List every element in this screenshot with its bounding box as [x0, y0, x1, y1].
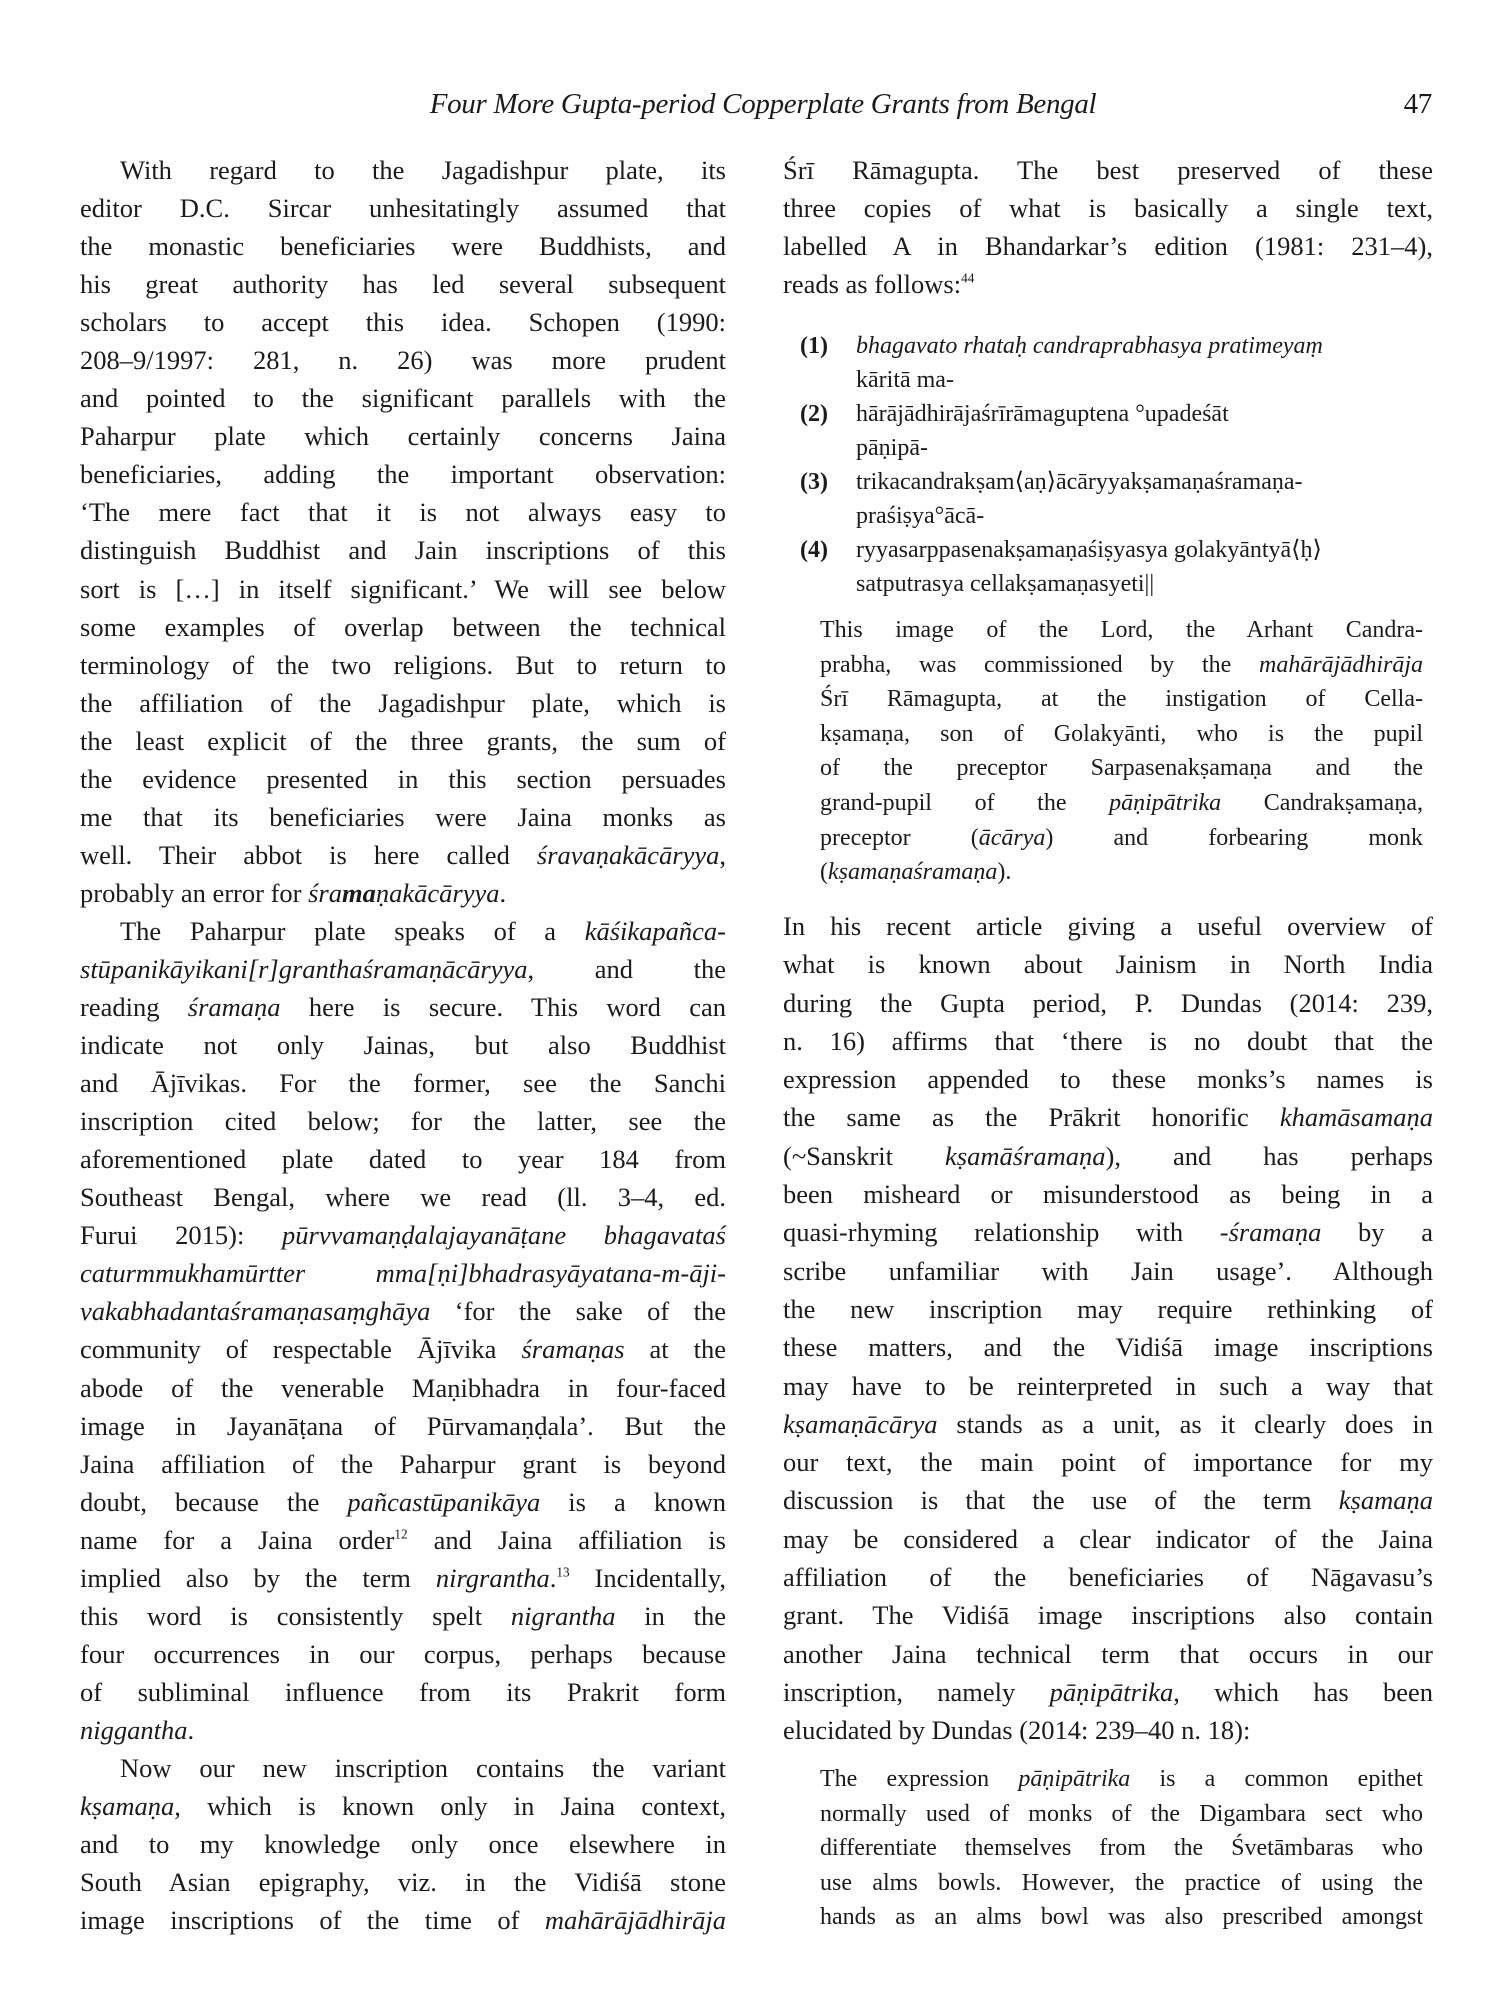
paragraph [80, 151, 726, 912]
text-run: Incidentally, [569, 1562, 726, 1593]
text-run: inscription cited below; for the latter, see the [80, 1106, 726, 1137]
text-run: indicate not only Jainas, but also Buddhist [80, 1030, 726, 1061]
text-run: , which is known only in Jaina context, [174, 1791, 726, 1822]
text-run: Jaina affiliation of the Paharpur grant is beyond [80, 1448, 726, 1479]
text-run: during the Gupta period, P. Dundas (2014: 239, [783, 987, 1433, 1018]
text-line [783, 189, 1433, 227]
text-line [80, 1825, 726, 1863]
footnote-ref: 13 [556, 1564, 570, 1580]
text-run: me that its beneficiaries were Jaina monks as [80, 801, 726, 832]
inscription-line-item [800, 329, 1433, 397]
text-run: our text, the main point of importance for my [783, 1447, 1433, 1478]
italic-term: niggantha [80, 1714, 188, 1745]
text-run: expression appended to these monks’s names is [783, 1064, 1433, 1095]
text-line [783, 151, 1433, 189]
text-run: abode of the venerable Maṇibhadra in four-faced [80, 1372, 726, 1403]
text-run: reads as follows: [783, 269, 962, 300]
italic-term: śramaṇas [521, 1334, 625, 1365]
text-line [80, 265, 726, 303]
text-line [783, 227, 1433, 265]
paragraph [80, 1749, 726, 1939]
text-run: kāritā ma- [856, 367, 954, 393]
text-line [783, 1673, 1433, 1711]
text-line [80, 455, 726, 493]
text-run: ryyasarppasenakṣamaṇaśiṣyasya golakyāntyā⟨ḥ⟩ [856, 537, 1322, 563]
text-line [783, 265, 1433, 303]
italic-term: caturmmukhamūrtter mma[ṇi]bhadrasyāyatana-m-āji- [80, 1258, 726, 1289]
italic-term: khamāsamaṇa [1279, 1102, 1433, 1133]
text-line [80, 1521, 726, 1559]
text-line [80, 1901, 726, 1939]
text-line [80, 341, 726, 379]
text-run: labelled A in Bhandarkar’s edition (1981: 231–4), [783, 231, 1433, 262]
text-run: name for a Jaina order [80, 1524, 395, 1555]
italic-term: kāśikapañca- [584, 915, 726, 946]
text-line [80, 836, 726, 874]
text-line [80, 608, 726, 646]
text-run: The expression [820, 1766, 1019, 1792]
text-run: his great authority has led several subsequent [80, 269, 726, 300]
text-line [80, 379, 726, 417]
text-line [783, 1098, 1433, 1136]
text-run: another Jaina technical term that occurs in our [783, 1638, 1433, 1669]
text-line [783, 1022, 1433, 1060]
text-line [80, 1140, 726, 1178]
italic-term: pañcastūpanikāya [347, 1486, 541, 1517]
text-line [80, 1749, 726, 1787]
text-line [783, 1213, 1433, 1251]
text-line [820, 1900, 1423, 1935]
right-intro-paragraph [783, 151, 1433, 303]
text-line [80, 1407, 726, 1445]
text-line [820, 821, 1423, 856]
text-line [820, 1831, 1423, 1866]
italic-term: mahārājādhirāja [1258, 651, 1423, 678]
text-line [856, 567, 1433, 601]
text-line [80, 1445, 726, 1483]
text-line [820, 613, 1423, 648]
italic-term: kṣamāśramaṇa [945, 1140, 1106, 1171]
text-run: ( [820, 859, 828, 886]
text-run: community of respectable Ājīvika [80, 1334, 522, 1365]
inscription-line-item [800, 397, 1433, 465]
text-run: With regard to the Jagadishpur plate, its [120, 155, 726, 185]
italic-term: ācārya [978, 824, 1046, 851]
text-run: this word is consistently spelt [80, 1600, 511, 1631]
text-run: some examples of overlap between the technical [80, 611, 726, 642]
text-line [80, 1559, 726, 1597]
italic-term: bhagavato rhataḥ candraprabhasya pratimeyaṃ [856, 333, 1323, 359]
text-run: what is known about Jainism in North India [783, 949, 1433, 980]
text-line [80, 1483, 726, 1521]
text-line [783, 945, 1433, 983]
text-run: . [499, 877, 507, 908]
text-run: stands as a unit, as it clearly does in [937, 1408, 1433, 1439]
text-run: trikacandrakṣam⟨aṇ⟩ācāryyakṣamaṇaśramaṇa- [856, 469, 1303, 495]
text-run: Candrakṣamaṇa, [1221, 789, 1423, 816]
text-run: the new inscription may require rethinking of [783, 1293, 1433, 1324]
text-line [783, 1290, 1433, 1328]
line-number: (4) [800, 537, 828, 563]
text-run: , and the [527, 953, 726, 984]
text-run: the evidence presented in this section persuades [80, 763, 726, 794]
text-line [856, 431, 1433, 465]
text-run: Now our new inscription contains the variant [120, 1752, 726, 1783]
text-run: ‘for the sake of the [430, 1296, 726, 1327]
text-run: The Paharpur plate speaks of a [120, 915, 585, 946]
inscription-translation [820, 613, 1423, 890]
text-run: and Jaina affiliation is [407, 1524, 726, 1555]
text-run: In his recent article giving a useful overview of [783, 911, 1433, 941]
text-run: the affiliation of the Jagadishpur plate, which is [80, 687, 726, 718]
text-run: ‘The mere fact that it is not always easy to [80, 497, 726, 528]
text-line [820, 717, 1423, 752]
line-number: (1) [800, 333, 828, 359]
text-run: three copies of what is basically a single text, [783, 193, 1433, 224]
text-line [820, 648, 1423, 683]
text-run: distinguish Buddhist and Jain inscriptions of this [80, 535, 726, 566]
italic-term: pāṇipātrika [1049, 1676, 1174, 1707]
text-line [820, 1866, 1423, 1901]
text-run: , which has been [1173, 1676, 1433, 1707]
text-run: praśiṣya°ācā- [856, 503, 985, 529]
text-run: four occurrences in our corpus, perhaps because [80, 1638, 726, 1669]
text-run: the same as the Prākrit honorific [783, 1102, 1280, 1133]
text-line [783, 984, 1433, 1022]
text-run: grant. The Vidiśā image inscriptions also contain [783, 1600, 1433, 1631]
text-line [80, 1102, 726, 1140]
text-run: . [549, 1562, 557, 1593]
paragraph [80, 912, 726, 1749]
text-run: is a known [540, 1486, 726, 1517]
text-run: 208–9/1997: 281, n. 26) was more prudent [80, 345, 726, 376]
text-line [783, 1520, 1433, 1558]
text-line [783, 1175, 1433, 1213]
text-line [783, 1635, 1433, 1673]
text-run: ) and forbearing monk [1045, 824, 1423, 851]
italic-term: -śramaṇa [1219, 1217, 1322, 1248]
text-line [783, 1596, 1433, 1634]
text-line [783, 907, 1433, 945]
text-line [80, 1064, 726, 1102]
text-line [80, 1178, 726, 1216]
text-line [80, 1216, 726, 1254]
text-line [80, 1863, 726, 1901]
text-run: grand-pupil of the [820, 789, 1110, 816]
running-header-title: Four More Gupta-period Copperplate Grants from Bengal [429, 88, 1097, 120]
text-line [80, 493, 726, 531]
text-line [80, 1673, 726, 1711]
text-run: normally used of monks of the Digambara sect who [820, 1800, 1423, 1827]
text-line [856, 465, 1433, 499]
italic-term: ṇakācāryya [375, 877, 500, 908]
text-run: aforementioned plate dated to year 184 from [80, 1144, 726, 1175]
text-line [820, 682, 1423, 717]
text-line [820, 786, 1423, 821]
text-run: ). [997, 859, 1012, 886]
text-line [80, 1635, 726, 1673]
text-run: sort is […] in itself significant.’ We will see below [80, 573, 726, 604]
italic-term: pāṇipātrika [1109, 789, 1222, 816]
text-line [783, 1443, 1433, 1481]
text-run: Paharpur plate which certainly concerns Jaina [80, 421, 726, 452]
inscription-line-item [800, 465, 1433, 533]
footnote-ref: 44 [961, 270, 975, 286]
text-run: by a [1321, 1217, 1433, 1248]
text-run: use alms bowls. However, the practice of using the [820, 1869, 1423, 1896]
text-line [80, 646, 726, 684]
text-run: and Ājīvikas. For the former, see the Sanchi [80, 1068, 726, 1099]
text-run: inscription, namely [783, 1676, 1050, 1707]
text-run: beneficiaries, adding the important observation: [80, 459, 726, 490]
text-run: of the preceptor Sarpasenakṣamaṇa and the [820, 755, 1423, 782]
text-line [80, 417, 726, 455]
line-number: (3) [800, 469, 828, 495]
text-line [856, 499, 1433, 533]
italic-term: śramaṇa [187, 992, 281, 1023]
text-run: and to my knowledge only once elsewhere in [80, 1829, 726, 1860]
text-run: is a common epithet [1130, 1766, 1423, 1792]
text-line [783, 1137, 1433, 1175]
footnote-ref: 12 [394, 1526, 408, 1542]
inscription-text-list [800, 329, 1433, 601]
text-line [80, 1787, 726, 1825]
text-line [80, 760, 726, 798]
italic-term: ma [342, 877, 376, 908]
text-run: . [187, 1714, 195, 1745]
text-run: , [719, 839, 726, 870]
text-line [80, 1369, 726, 1407]
text-run: in the [615, 1600, 726, 1631]
text-line [783, 1252, 1433, 1290]
text-run: kṣamaṇa, son of Golakyānti, who is the pupil [820, 720, 1423, 747]
text-line [856, 397, 1433, 431]
text-run: Śrī Rāmagupta, at the instigation of Cella- [820, 686, 1423, 713]
text-run: affiliation of the beneficiaries of Nāgavasu’s [783, 1562, 1433, 1593]
paragraph [783, 907, 1433, 1750]
text-line [820, 751, 1423, 786]
text-run: This image of the Lord, the Arhant Candra- [820, 617, 1423, 643]
text-run: hands as an alms bowl was also prescribed amongst [820, 1904, 1423, 1931]
italic-term: vakabhadantaśramaṇasaṃghāya [80, 1296, 431, 1327]
italic-term: nigrantha [510, 1600, 616, 1631]
text-line [80, 570, 726, 608]
text-line [783, 1711, 1433, 1749]
text-run: pāṇipā- [856, 435, 928, 461]
text-run: scholars to accept this idea. Schopen (1990: [80, 307, 726, 338]
text-line [80, 189, 726, 227]
text-run: may be considered a clear indicator of the Jaina [783, 1523, 1433, 1554]
paragraph [783, 151, 1433, 303]
text-line [80, 1026, 726, 1064]
text-line [783, 1558, 1433, 1596]
text-run: differentiate themselves from the Śvetāmbaras who [820, 1835, 1423, 1862]
text-line [783, 1405, 1433, 1443]
italic-term: kṣamaṇa [80, 1791, 175, 1822]
text-line [80, 1254, 726, 1292]
text-run: image in Jayanāṭana of Pūrvamaṇḍala’. But the [80, 1410, 726, 1441]
text-line [80, 950, 726, 988]
italic-term: nirgrantha [435, 1562, 550, 1593]
text-run: (~Sanskrit [783, 1140, 946, 1171]
text-line [783, 1367, 1433, 1405]
text-line [783, 1328, 1433, 1366]
text-run: quasi-rhyming relationship with [783, 1217, 1220, 1248]
text-line [783, 1060, 1433, 1098]
italic-term: śra [308, 877, 342, 908]
text-run: preceptor ( [820, 824, 979, 851]
italic-term: kṣamaṇaśramaṇa [828, 859, 998, 886]
text-line [80, 988, 726, 1026]
text-run: South Asian epigraphy, viz. in the Vidiśā stone [80, 1867, 726, 1898]
text-run: these matters, and the Vidiśā image inscriptions [783, 1332, 1433, 1363]
text-run: satputrasya cellakṣamaṇasyeti|| [856, 571, 1155, 597]
italic-term: śravaṇakācāryya [536, 839, 720, 870]
paragraph [820, 1762, 1423, 1935]
text-run: here is secure. This word can [280, 992, 726, 1023]
text-run: at the [624, 1334, 727, 1365]
text-run: hārājādhirājaśrīrāmaguptena °upadeśāt [856, 401, 1229, 427]
text-line [80, 798, 726, 836]
text-run: editor D.C. Sircar unhesitatingly assumed that [80, 193, 726, 224]
text-line [80, 874, 726, 912]
text-run: prabha, was commissioned by the [820, 651, 1259, 678]
text-run: discussion is that the use of the term [783, 1485, 1339, 1516]
text-line [80, 1330, 726, 1368]
italic-term: kṣamaṇa [1338, 1485, 1433, 1516]
page-number: 47 [1403, 88, 1432, 120]
text-run: scribe unfamiliar with Jain usage’. Although [783, 1255, 1433, 1286]
paragraph [820, 613, 1423, 890]
text-run: elucidated by Dundas (2014: 239–40 n. 18): [783, 1715, 1251, 1746]
text-line [783, 1481, 1433, 1519]
text-line [80, 1597, 726, 1635]
italic-term: pūrvvamaṇḍalajayanāṭane bhagavataś [282, 1220, 726, 1251]
block-quote [820, 1762, 1423, 1935]
text-line [856, 363, 1433, 397]
text-run: may have to be reinterpreted in such a way that [783, 1370, 1433, 1401]
text-run: Southeast Bengal, where we read (ll. 3–4, ed. [80, 1182, 726, 1213]
text-run: the least explicit of the three grants, the sum of [80, 725, 726, 756]
italic-term: kṣamaṇācārya [783, 1408, 938, 1439]
text-line [820, 1762, 1423, 1797]
text-line [80, 912, 726, 950]
text-run: ), and has perhaps [1105, 1140, 1434, 1171]
discussion-paragraph [783, 907, 1433, 1750]
text-line [820, 1797, 1423, 1832]
text-line [80, 531, 726, 569]
italic-term: pāṇipātrika [1018, 1766, 1131, 1792]
text-run: of subliminal influence from its Prakrit form [80, 1676, 726, 1707]
text-run: terminology of the two religions. But to return to [80, 649, 726, 680]
text-line [856, 329, 1433, 363]
text-line [80, 1711, 726, 1749]
text-line [856, 533, 1433, 567]
text-run: implied also by the term [80, 1562, 436, 1593]
left-column [80, 151, 726, 1939]
text-line [80, 722, 726, 760]
text-run: well. Their abbot is here called [80, 839, 537, 870]
text-run: n. 16) affirms that ‘there is no doubt that the [783, 1025, 1433, 1056]
text-run: Furui 2015): [80, 1220, 283, 1251]
text-run: Śrī Rāmagupta. The best preserved of these [783, 155, 1433, 185]
text-line [80, 227, 726, 265]
line-number: (2) [800, 401, 828, 427]
text-run: and pointed to the significant parallels with the [80, 383, 726, 414]
italic-term: stūpanikāyikani[r]granthaśramaṇācāryya [80, 953, 528, 984]
inscription-line-item [800, 533, 1433, 601]
text-run: the monastic beneficiaries were Buddhists, and [80, 231, 726, 262]
text-run: been misheard or misunderstood as being in a [783, 1179, 1433, 1210]
text-run: doubt, because the [80, 1486, 348, 1517]
text-line [80, 684, 726, 722]
text-line [80, 151, 726, 189]
text-line [820, 855, 1423, 890]
text-run: probably an error for [80, 877, 309, 908]
text-run: image inscriptions of the time of [80, 1905, 545, 1936]
text-run: reading [80, 992, 188, 1023]
italic-term: mahārājādhirāja [544, 1905, 726, 1936]
text-line [80, 1292, 726, 1330]
text-line [80, 303, 726, 341]
